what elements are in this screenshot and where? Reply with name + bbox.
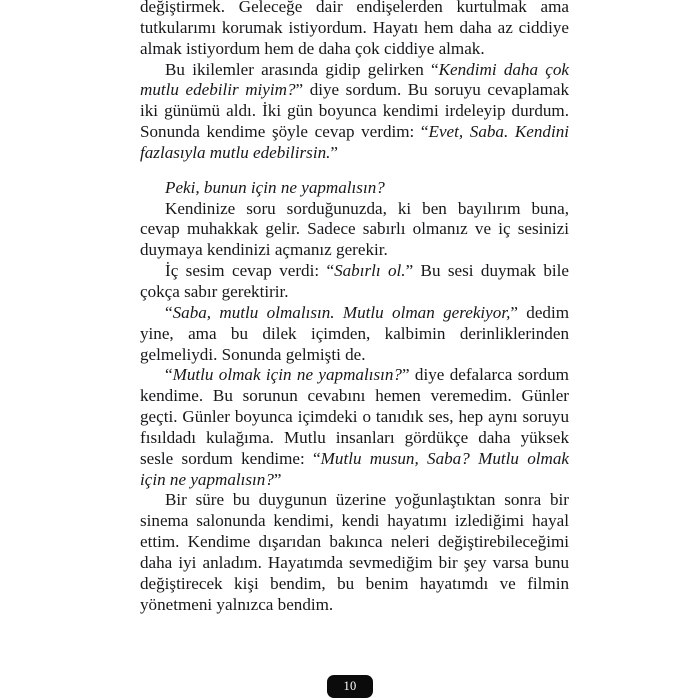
page-number-badge — [327, 675, 373, 698]
paragraph-1 — [140, 0, 569, 60]
page-number-label: 10 — [343, 679, 357, 694]
paragraph-5 — [140, 261, 569, 303]
paragraph-6-segment-roman-2: ” dedim yine, ama bu dilek içimden, kalbimin derinliklerinden gelmeliydi. Sonunda gelmişti de. — [140, 302, 570, 364]
paragraph-4 — [140, 199, 569, 262]
paragraph-7 — [140, 365, 569, 490]
paragraph-2-segment-roman-1: Bu ikilemler arasında gidip gelirken “ — [165, 59, 439, 79]
paragraph-6-segment-roman-1: “ — [165, 302, 173, 322]
paragraph-3-text: Peki, bunun için ne yapmalısın? — [165, 177, 385, 197]
paragraph-4-text: Kendinize soru sorduğunuzda, ki ben bayılırım buna, cevap muhakkak gelir. Sadece sabırlı olmanız ve iç sesinizi duymaya kendinizi açmanız gerekir. — [140, 198, 569, 260]
paragraph-2 — [140, 60, 569, 164]
paragraph-8 — [140, 490, 569, 615]
paragraph-3-question — [140, 178, 569, 199]
paragraph-2-segment-roman-3: ” — [330, 142, 338, 162]
paragraph-1-text: değiştirmek. Geleceğe dair endişelerden kurtulmak ama tutkularımı korumak istiyordum. Hayatı hem daha az ciddiye almak istiyordum hem de daha çok ciddiye almak. — [140, 0, 569, 58]
paragraph-7-segment-roman-3: ” — [273, 469, 282, 489]
paragraph-7-segment-roman-1: “ — [165, 365, 173, 385]
page-text-column — [140, 0, 569, 615]
paragraph-8-text: Bir süre bu duygunun üzerine yoğunlaştıktan sonra bir sinema salonunda kendimi, kendi hayatımı izlediğimi hayal ettim. Kendime dışarıdan bakınca neleri değiştirebileceğimi daha iyi anladım. Hayatımda sevmediğim bir şey varsa bunu değiştirecek kişi bendim, bu benim hayatımdı ve filmin yönetmeni yalnızca bendim. — [140, 490, 569, 614]
paragraph-7-segment-roman-2: ” diye defalarca sordum kendime. Bu sorunun cevabını hemen veremedim. Günler geçti. Günler boyunca içimdeki o tanıdık ses, hep aynı soruyu fısıldadı kulağıma. Mutlu insanları gördükçe daha yüksek sesle sordum kendime: “ — [140, 365, 569, 468]
paragraph-6-segment-italic-1: Saba, mutlu olmalısın. Mutlu olman gerekiyor, — [172, 302, 511, 322]
paragraph-2-segment-italic-2: Evet, Saba. Kendini fazlasıyla mutlu edebilirsin. — [140, 122, 569, 162]
paragraph-7-segment-italic-2: Mutlu musun, Saba? Mutlu olmak için ne yapmalısın? — [140, 448, 569, 489]
paragraph-2-segment-italic-1: Kendimi daha çok mutlu edebilir miyim? — [140, 59, 569, 100]
paragraph-5-segment-roman-2: ” Bu sesi duymak bile çokça sabır gerektirir. — [140, 261, 569, 301]
paragraph-5-segment-roman-1: İç sesim cevap verdi: “ — [165, 261, 335, 281]
paragraph-6 — [140, 303, 569, 366]
paragraph-5-segment-italic-1: Sabırlı ol. — [334, 261, 406, 281]
paragraph-7-segment-italic-1: Mutlu olmak için ne yapmalısın? — [172, 365, 402, 385]
paragraph-2-segment-roman-2: ” diye sordum. Bu soruyu cevaplamak iki günümü aldı. İki gün boyunca kendimi irdeleyip durdum. Sonunda kendime şöyle cevap verdim: “ — [140, 80, 569, 142]
